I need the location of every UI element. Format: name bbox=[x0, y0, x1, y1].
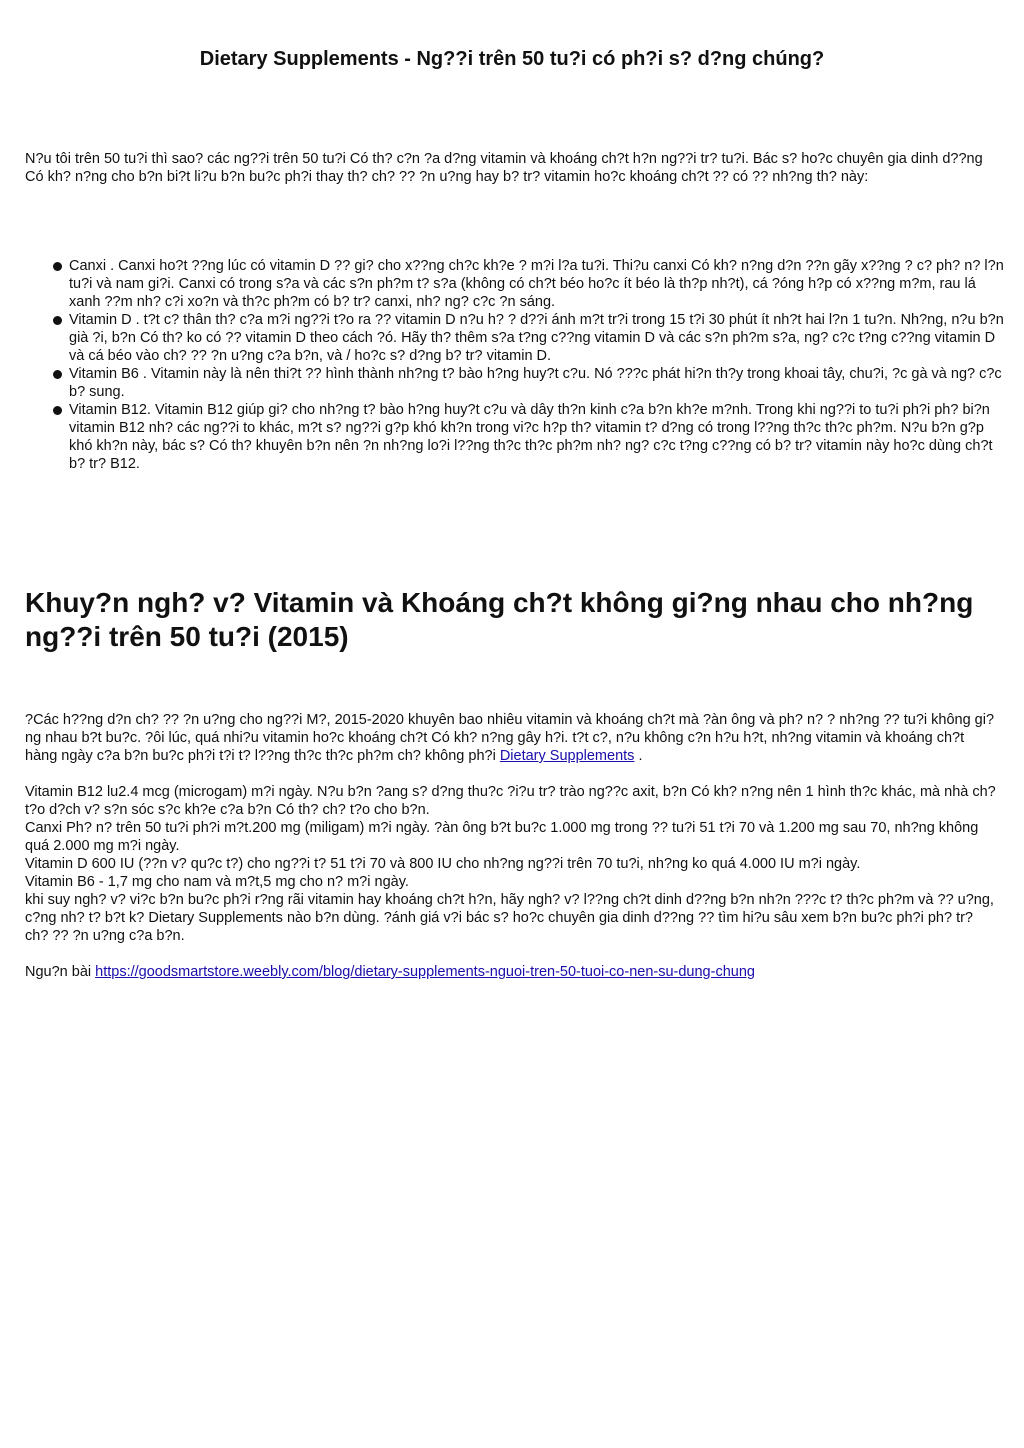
bullet-dot bbox=[53, 316, 62, 325]
recommendations-body bbox=[25, 711, 1000, 981]
list-item-text: Vitamin B6 . Vitamin này là nên thi?t ?? hình thành nh?ng t? bào h?ng huy?t c?u. Nó ???c phát hi?n th?y trong khoai tây, chu?i, ?c gà và ng? c?c b? sung. bbox=[69, 366, 1002, 400]
bullet-dot bbox=[53, 406, 62, 415]
guidelines-paragraph bbox=[25, 711, 1000, 765]
list-item-text: Vitamin B12. Vitamin B12 giúp gi? cho nh?ng t? bào h?ng huy?t c?u và dây th?n kinh c?a b?n kh?e m?nh. Trong khi ng??i to tu?i ph?i ph? bi?n vitamin B12 nh? các ng??i to khác, m?t s? ng??i g?p khó kh?n trong vi?c h?p th? vitamin t? d?ng có trong l??ng th?c th?c ph?m. N?u b?n g?p khó kh?n này, bác s? Có th? khuyên b?n nên ?n nh?ng lo?i l??ng th?c th?c ph?m nh? ng? c?c t?ng c??ng có b? tr? vitamin này ho?c dùng ch?t b? tr? B12. bbox=[69, 402, 993, 472]
advice-line: khi suy ngh? v? vi?c b?n bu?c ph?i r?ng rãi vitamin hay khoáng ch?t h?n, hãy ngh? v? l??ng ch?t dinh d??ng b?n nh?n ???c t? th?c ph?m và ?? u?ng, c?ng nh? t? b?t k? Dietary Supplements nào b?n dùng. ?ánh giá v?i bác s? ho?c chuyên gia dinh d??ng ?? tìm hi?u sâu xem b?n bu?c ph?i ph? tr? ch? ?? ?n u?ng c?a b?n. bbox=[25, 892, 994, 944]
source-link[interactable]: https://goodsmartstore.weebly.com/blog/dietary-supplements-nguoi-tren-50-tuoi-co-nen-su-dung-chung bbox=[95, 964, 755, 980]
section-heading: Khuy?n ngh? v? Vitamin và Khoáng ch?t không gi?ng nhau cho nh?ng ng??i trên 50 tu?i (2015) bbox=[25, 587, 974, 652]
list-item-calcium bbox=[50, 257, 1005, 311]
source-label: Ngu?n bài bbox=[25, 964, 96, 980]
document-title: Dietary Supplements - Ng??i trên 50 tu?i có ph?i s? d?ng chúng? bbox=[199, 48, 825, 70]
nutrient-list bbox=[50, 257, 1005, 473]
guidelines-end: . bbox=[634, 748, 643, 764]
vitamin-b6-line: Vitamin B6 - 1,7 mg cho nam và m?t,5 mg cho n? m?i ngày. bbox=[25, 874, 409, 890]
calcium-line: Canxi Ph? n? trên 50 tu?i ph?i m?t.200 mg (miligam) m?i ngày. ?àn ông b?t bu?c 1.000 mg trong ?? tu?i 51 t?i 70 và 1.200 mg sau 70, nh?ng không quá 2.000 mg m?i ngày. bbox=[25, 820, 979, 854]
vitamin-d-line: Vitamin D 600 IU (??n v? qu?c t?) cho ng??i t? 51 t?i 70 và 800 IU cho nh?ng ng??i trên 70 tu?i, nh?ng ko quá 4.000 IU m?i ngày. bbox=[25, 856, 861, 872]
guidelines-text: ?Các h??ng d?n ch? ?? ?n u?ng cho ng??i M?, 2015-2020 khuyên bao nhiêu vitamin và khoáng ch?t mà ?àn ông và ph? n? ? nh?ng ?? tu?i không gi?ng nhau b?t bu?c. ?ôi lúc, quá nhi?u vitamin ho?c khoáng ch?t Có kh? n?ng gây h?i. t?t c?, n?u không c?n h?u h?t, nh?ng vitamin và khoáng ch?t hàng ngày c?a b?n bu?c ph?i t?i t? l??ng th?c th?c ph?m ch? không ph?i bbox=[25, 712, 995, 764]
intro-paragraph: N?u tôi trên 50 tu?i thì sao? các ng??i trên 50 tu?i Có th? c?n ?a d?ng vitamin và khoáng ch?t h?n ng??i tr? tu?i. Bác s? ho?c chuyên gia dinh d??ng Có kh? n?ng cho b?n bi?t li?u b?n bu?c ph?i thay th? ch? ?? ?n u?ng hay b? tr? vitamin ho?c khoáng ch?t ?? có ?? nh?ng th? này: bbox=[25, 151, 983, 185]
bullet-dot bbox=[53, 262, 62, 271]
paragraph-spacer bbox=[25, 765, 1000, 783]
list-item-text: Canxi . Canxi ho?t ??ng lúc có vitamin D ?? gi? cho x??ng ch?c kh?e ? m?i l?a tu?i. Thi?u canxi Có kh? n?ng d?n ??n gãy x??ng ? c? ph? n? l?n tu?i và nam gi?i. Canxi có trong s?a và các s?n ph?m t? s?a (không có ch?t béo ho?c ít béo là th?p nh?t), cá ?óng h?p có x??ng m?m, rau lá xanh ??m nh? c?i xo?n và th?c ph?m có b? tr? canxi, nh? ng? c?c ?n sáng. bbox=[69, 258, 1004, 310]
list-item-vitamin-d bbox=[50, 311, 1005, 365]
source-line bbox=[25, 963, 1000, 981]
list-item-vitamin-b6 bbox=[50, 365, 1005, 401]
list-item-text: Vitamin D . t?t c? thân th? c?a m?i ng??i t?o ra ?? vitamin D n?u h? ? d??i ánh m?t tr?i trong 15 t?i 30 phút ít nh?t hai l?n 1 tu?n. Nh?ng, n?u b?n già ?i, b?n Có th? ko có ?? vitamin D theo cách ?ó. Hãy th? thêm s?a t?ng c??ng vitamin D và các s?n ph?m s?a, ng? c?c t?ng c??ng vitamin D và cá béo vào ch? ?? ?n u?ng c?a b?n, và / ho?c s? d?ng b? tr? vitamin D. bbox=[69, 312, 1004, 364]
list-item-vitamin-b12 bbox=[50, 401, 1005, 473]
dietary-supplements-link[interactable]: Dietary Supplements bbox=[499, 748, 635, 764]
paragraph-spacer bbox=[25, 945, 1000, 963]
bullet-dot bbox=[53, 370, 62, 379]
vitamin-b12-line: Vitamin B12 lu2.4 mcg (microgam) m?i ngày. N?u b?n ?ang s? d?ng thu?c ?i?u tr? trào ng??c axit, b?n Có kh? n?ng nên 1 hình th?c khác, mà nhà ch? t?o d?ch v? s?n sóc s?c kh?e c?a b?n Có th? ch? t?o cho b?n. bbox=[25, 784, 996, 818]
